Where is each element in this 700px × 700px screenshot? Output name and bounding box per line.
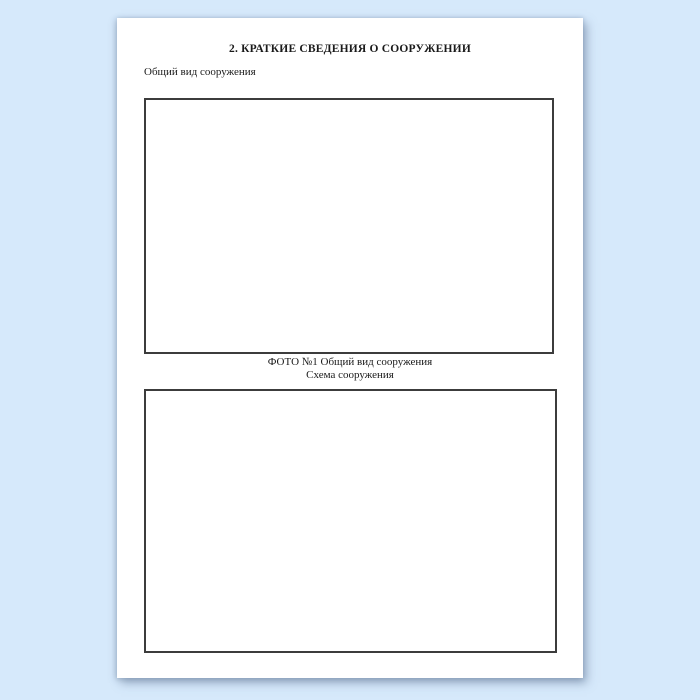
photo-section-label: Общий вид сооружения xyxy=(144,66,256,78)
scheme-placeholder-frame xyxy=(144,389,557,653)
document-page xyxy=(117,18,583,678)
photo-caption: ФОТО №1 Общий вид сооружения xyxy=(267,356,433,368)
caption-block xyxy=(117,356,583,382)
photo-placeholder-frame xyxy=(144,98,554,354)
scheme-section-label: Схема сооружения xyxy=(306,369,394,381)
section-title: 2. КРАТКИЕ СВЕДЕНИЯ О СООРУЖЕНИИ xyxy=(229,43,471,55)
